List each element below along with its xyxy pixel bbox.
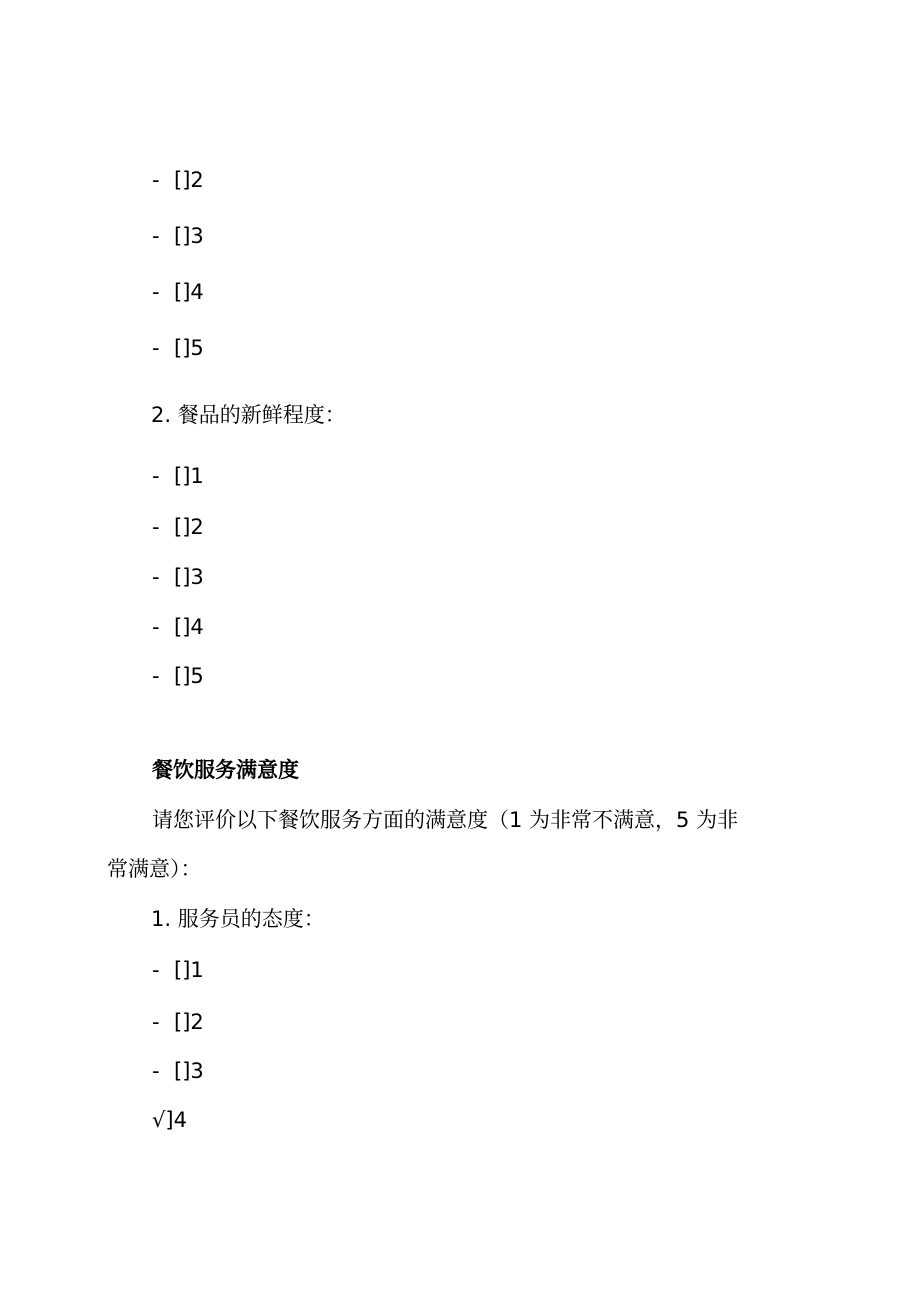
list-dash: - xyxy=(152,1010,160,1034)
option-text: []3 xyxy=(174,565,204,589)
option-text: []4 xyxy=(174,615,204,639)
option-text: []4 xyxy=(174,280,204,304)
option-text: []5 xyxy=(174,336,204,360)
intro-paragraph-line1: 请您评价以下餐饮服务方面的满意度（1 为非常不满意，5 为非 xyxy=(152,808,739,832)
option-text: []3 xyxy=(174,224,204,248)
option-text: []3 xyxy=(174,1059,204,1083)
freshness-option-3 xyxy=(152,567,204,588)
section-heading: 餐饮服务满意度 xyxy=(152,758,299,782)
list-dash: - xyxy=(152,1059,160,1083)
option-text: []2 xyxy=(174,515,204,539)
option-text: []1 xyxy=(174,464,204,488)
option-text: []5 xyxy=(174,664,204,688)
question-freshness: 2. 餐品的新鲜程度： xyxy=(151,403,346,427)
list-dash: - xyxy=(152,958,160,982)
list-dash: - xyxy=(152,615,160,639)
list-dash: - xyxy=(152,464,160,488)
rating-option-5 xyxy=(152,338,204,359)
freshness-option-2 xyxy=(152,517,204,538)
list-dash: - xyxy=(152,168,160,192)
freshness-option-1 xyxy=(152,466,204,487)
intro-paragraph-line2: 常满意）： xyxy=(107,857,202,881)
list-dash: - xyxy=(152,280,160,304)
attitude-option-4-checked: √]4 xyxy=(152,1108,187,1132)
attitude-option-1 xyxy=(152,960,204,981)
freshness-option-4 xyxy=(152,617,204,638)
option-text: []2 xyxy=(174,168,204,192)
freshness-option-5 xyxy=(152,666,204,687)
list-dash: - xyxy=(152,664,160,688)
question-staff-attitude: 1. 服务员的态度： xyxy=(151,907,325,931)
list-dash: - xyxy=(152,224,160,248)
option-text: []1 xyxy=(174,958,204,982)
rating-option-3 xyxy=(152,226,204,247)
rating-option-4 xyxy=(152,282,204,303)
list-dash: - xyxy=(152,336,160,360)
attitude-option-2 xyxy=(152,1012,204,1033)
list-dash: - xyxy=(152,565,160,589)
attitude-option-3 xyxy=(152,1061,204,1082)
list-dash: - xyxy=(152,515,160,539)
rating-option-2 xyxy=(152,170,204,191)
option-text: []2 xyxy=(174,1010,204,1034)
